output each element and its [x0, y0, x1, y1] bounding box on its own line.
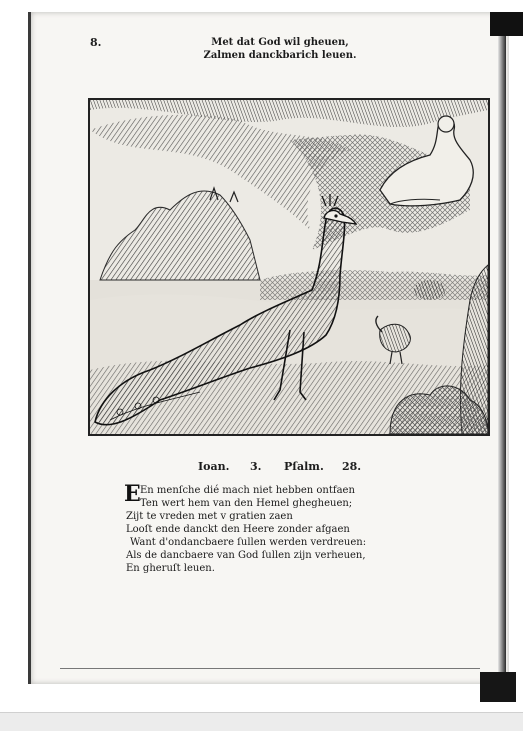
verse-line: En menſche dié mach niet hebben ontfaen [140, 485, 355, 496]
page-bottom-rule [60, 668, 480, 669]
verse-dropcap: E [124, 481, 141, 507]
page-heading [150, 36, 410, 62]
reference-chapter: 3. [250, 460, 262, 473]
page-edge-shadow [490, 12, 523, 36]
peacock-engraving [90, 100, 488, 434]
heading-line-2: Zalmen danckbarich leuen. [203, 50, 357, 61]
reference-book: Ioan. [198, 460, 230, 473]
verse-line: En gheruſt leuen. [126, 563, 215, 574]
verse-line: Ten wert hem van den Hemel ghegheuen; [140, 498, 353, 509]
page-binding-edge [498, 36, 506, 676]
verse-line: Als de dancbaere van God ſullen zijn verheuen, [126, 550, 366, 561]
engraving-illustration [88, 98, 490, 436]
verse-line: Looſt ende danckt den Heere zonder afgaen [126, 524, 350, 535]
page-number: 8. [90, 36, 102, 49]
verse-line: Zijt te vreden met v gratien zaen [126, 511, 293, 522]
scan-corner-block [480, 672, 516, 702]
reference-psalm-number: 28. [342, 460, 362, 473]
heading-line-1: Met dat God wil gheuen, [211, 37, 349, 48]
verse-line: Want d'ondancbaere ſullen werden verdreuen: [130, 537, 367, 548]
reference-psalm: Pſalm. [284, 460, 324, 473]
viewer-bottom-bar [0, 712, 523, 731]
verse-text [124, 481, 456, 575]
